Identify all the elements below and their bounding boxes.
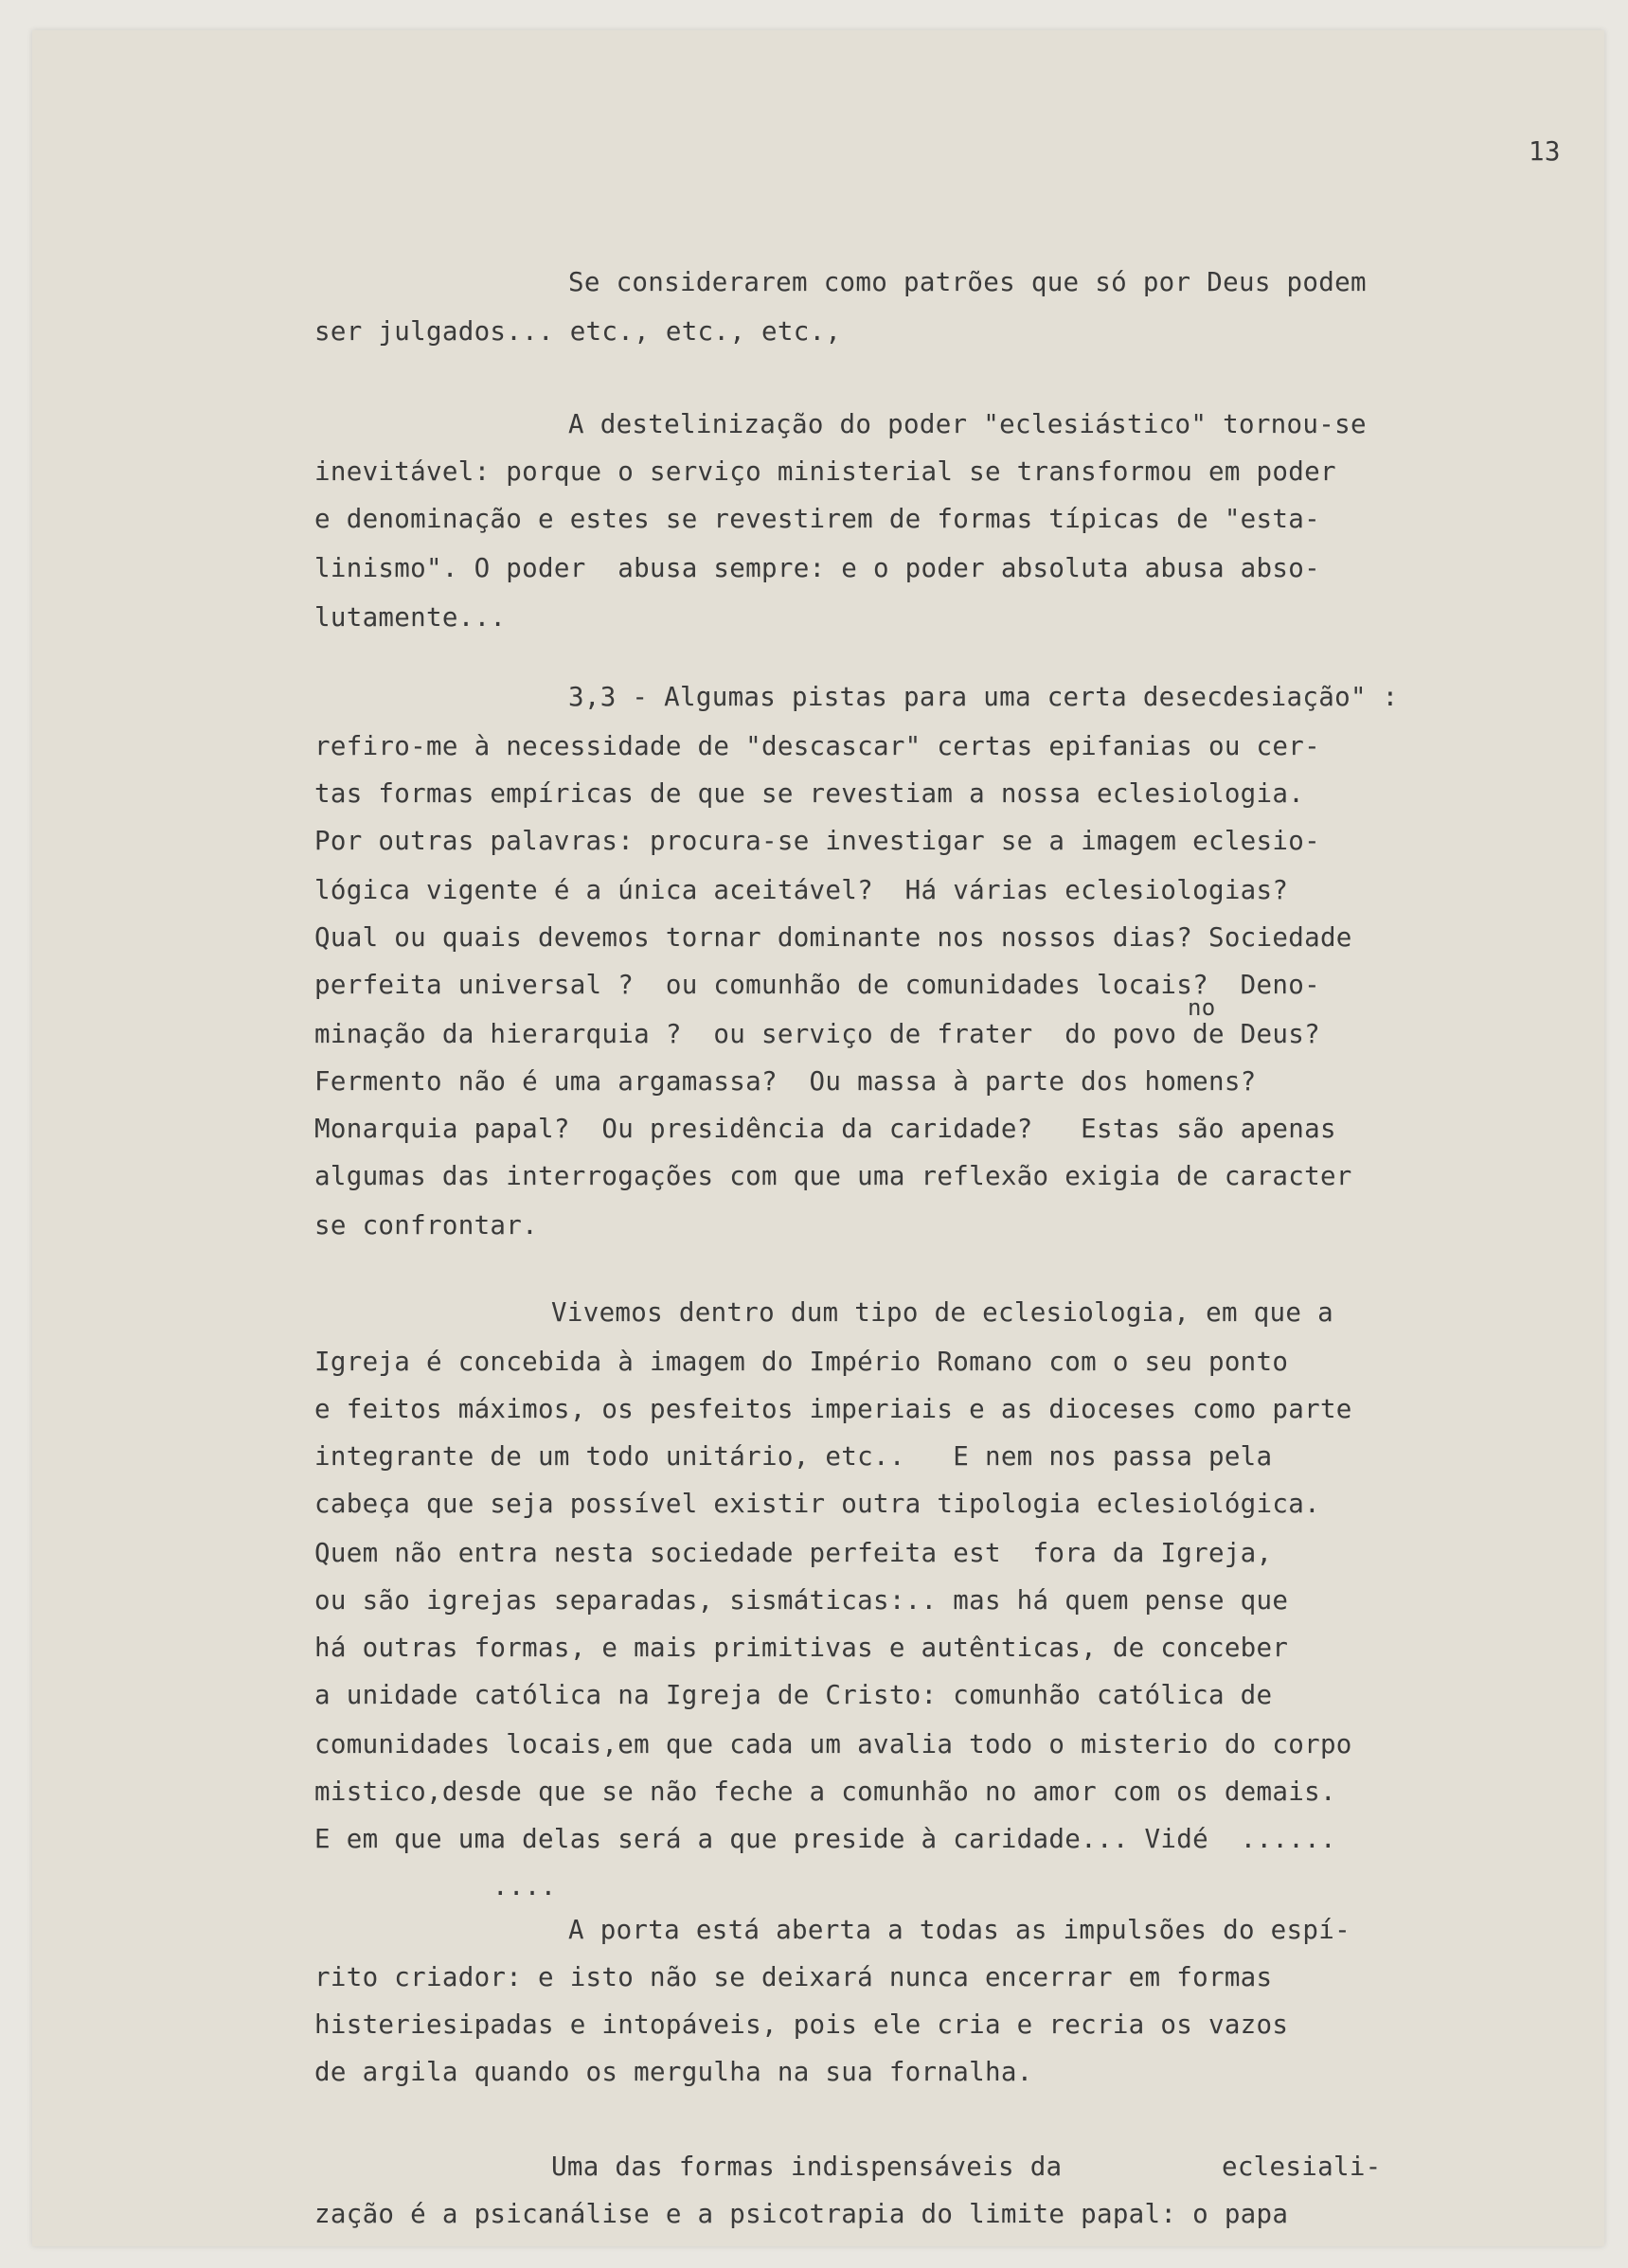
text-line: Por outras palavras: procura-se investigar se a imagem eclesio-	[314, 826, 1320, 856]
text-line: linismo". O poder abusa sempre: e o poder absoluta abusa abso-	[314, 553, 1320, 583]
text-line: A destelinização do poder "eclesiástico" tornou-se	[568, 409, 1367, 439]
page-number: 13	[1529, 136, 1561, 167]
text-line: Quem não entra nesta sociedade perfeita est fora da Igreja,	[314, 1538, 1273, 1568]
text-line: inevitável: porque o serviço ministerial se transformou em poder	[314, 456, 1336, 487]
text-line: A porta está aberta a todas as impulsões do espí-	[568, 1915, 1351, 1945]
text-line: a unidade católica na Igreja de Cristo: comunhão católica de	[314, 1680, 1273, 1710]
text-line: lutamente...	[314, 602, 507, 633]
text-line: ....	[492, 1871, 557, 1902]
text-line: ser julgados... etc., etc., etc.,	[314, 316, 842, 347]
text-line: histeriesipadas e intopáveis, pois ele cria e recria os vazos	[314, 2009, 1289, 2040]
text-line: há outras formas, e mais primitivas e autênticas, de conceber	[314, 1633, 1289, 1663]
text-line: lógica vigente é a única aceitável? Há várias eclesiologias?	[314, 875, 1289, 905]
text-line: Se considerarem como patrões que só por Deus podem	[568, 267, 1367, 297]
text-line: Vivemos dentro dum tipo de eclesiologia, em que a	[551, 1297, 1333, 1328]
text-line: Fermento não é uma argamassa? Ou massa à parte dos homens?	[314, 1066, 1257, 1097]
text-line: se confrontar.	[314, 1210, 538, 1241]
document-page	[32, 30, 1604, 2246]
superscript-correction: no	[1188, 994, 1216, 1021]
text-line: 3,3 - Algumas pistas para uma certa desecdesiação" :	[568, 682, 1399, 712]
text-line: cabeça que seja possível existir outra tipologia eclesiológica.	[314, 1489, 1320, 1519]
text-line: Igreja é concebida à imagem do Império Romano com o seu ponto	[314, 1347, 1289, 1377]
text-line: zação é a psicanálise e a psicotrapia do limite papal: o papa	[314, 2199, 1289, 2229]
text-line: algumas das interrogações com que uma reflexão exigia de caracter	[314, 1161, 1352, 1191]
text-line: mistico,desde que se não feche a comunhão no amor com os demais.	[314, 1777, 1336, 1807]
text-line: ou são igrejas separadas, sismáticas:.. mas há quem pense que	[314, 1585, 1289, 1616]
text-line: e denominação e estes se revestirem de formas típicas de "esta-	[314, 504, 1320, 534]
text-line: comunidades locais,em que cada um avalia todo o misterio do corpo	[314, 1729, 1352, 1759]
text-line: de argila quando os mergulha na sua fornalha.	[314, 2057, 1033, 2087]
text-line: Monarquia papal? Ou presidência da caridade? Estas são apenas	[314, 1114, 1336, 1144]
text-line: perfeita universal ? ou comunhão de comunidades locais? Deno-	[314, 970, 1320, 1000]
text-line: refiro-me à necessidade de "descascar" certas epifanias ou cer-	[314, 731, 1320, 761]
text-line: e feitos máximos, os pesfeitos imperiais e as dioceses como parte	[314, 1394, 1352, 1424]
text-line: Uma das formas indispensáveis da eclesiali-	[551, 2152, 1382, 2182]
text-line: integrante de um todo unitário, etc.. E nem nos passa pela	[314, 1441, 1273, 1472]
text-line: rito criador: e isto não se deixará nunca encerrar em formas	[314, 1962, 1273, 1992]
text-line: E em que uma delas será a que preside à caridade... Vidé ......	[314, 1824, 1336, 1854]
text-line: tas formas empíricas de que se revestiam a nossa eclesiologia.	[314, 778, 1305, 809]
text-line: Qual ou quais devemos tornar dominante nos nossos dias? Sociedade	[314, 922, 1352, 953]
text-line: minação da hierarquia ? ou serviço de frater do povo de Deus?	[314, 1019, 1320, 1049]
